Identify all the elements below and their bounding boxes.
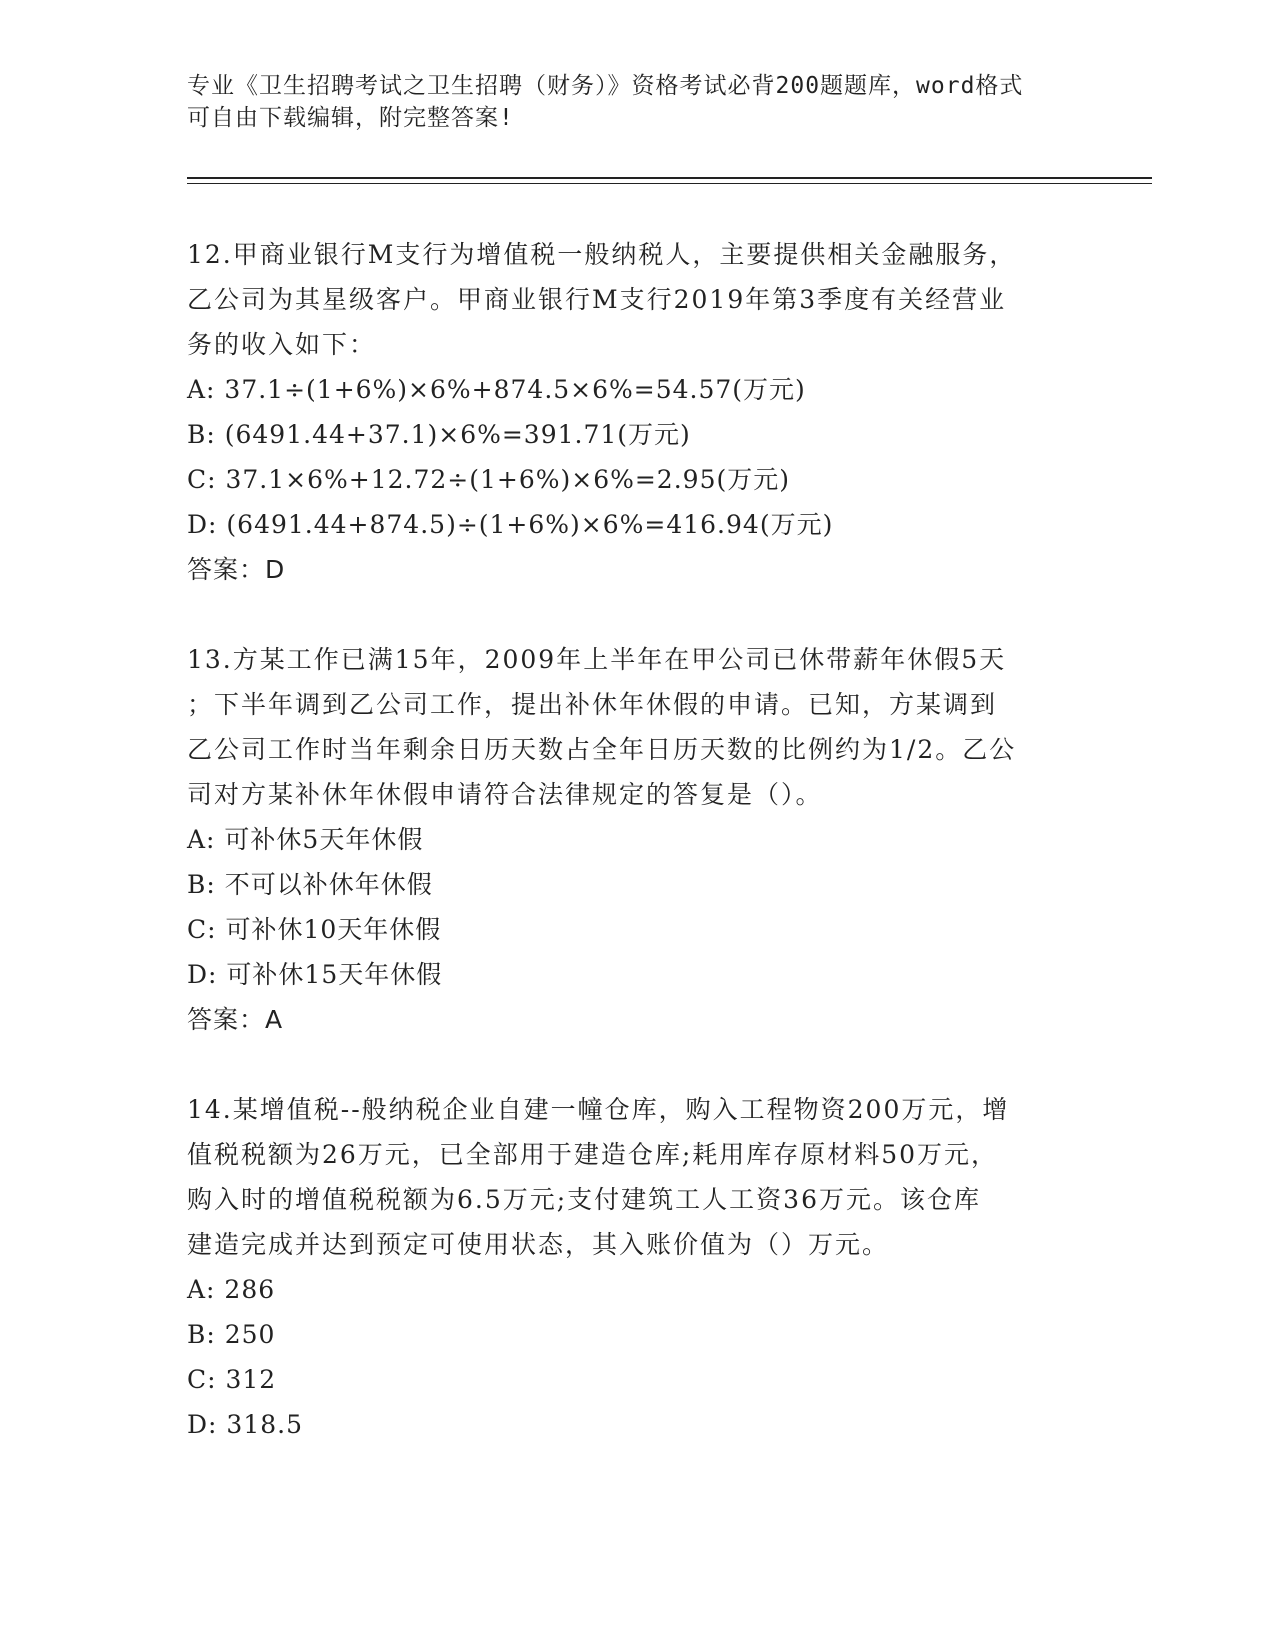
question-text [187, 1087, 1087, 1267]
question-line: 13.方某工作已满15年，2009年上半年在甲公司已休带薪年休假5天 [187, 645, 1007, 674]
question-text [187, 232, 1087, 367]
question-spacer [187, 593, 1087, 637]
question-line: 司对方某补休年休假申请符合法律规定的答复是（）。 [187, 780, 823, 809]
option-b: B: (6491.44+37.1)×6%=391.71(万元) [187, 420, 691, 449]
option-c: C: 可补休10天年休假 [187, 915, 442, 944]
question-line: ；下半年调到乙公司工作，提出补休年休假的申请。已知，方某调到 [187, 690, 998, 719]
option-d: D: 可补休15天年休假 [187, 960, 443, 989]
question-line: 值税税额为26万元，已全部用于建造仓库;耗用库存原材料50万元， [187, 1140, 999, 1169]
question-spacer [187, 1043, 1087, 1087]
option-c: C: 37.1×6%+12.72÷(1+6%)×6%=2.95(万元) [187, 465, 790, 494]
header-divider [187, 177, 1152, 184]
question-line: 12.甲商业银行M支行为增值税一般纳税人，主要提供相关金融服务， [187, 240, 1017, 269]
option-b: B: 不可以补休年休假 [187, 870, 433, 899]
option-d: D: (6491.44+874.5)÷(1+6%)×6%=416.94(万元) [187, 510, 834, 539]
option-b: B: 250 [187, 1320, 276, 1349]
option-d: D: 318.5 [187, 1410, 303, 1439]
question-text [187, 637, 1087, 817]
question-13 [187, 637, 1087, 1043]
answer-line: 答案：A [187, 1005, 284, 1034]
option-a: A: 37.1÷(1+6%)×6%+874.5×6%=54.57(万元) [187, 375, 806, 404]
header-line-1: 专业《卫生招聘考试之卫生招聘（财务）》资格考试必背200题题库，word格式 [187, 73, 1024, 99]
question-line: 务的收入如下： [187, 330, 377, 359]
document-header [187, 70, 1087, 134]
answer-line: 答案：D [187, 555, 286, 584]
question-line: 购入时的增值税税额为6.5万元;支付建筑工人工资36万元。该仓库 [187, 1185, 981, 1214]
option-a: A: 286 [187, 1275, 276, 1304]
question-line: 乙公司为其星级客户。甲商业银行M支行2019年第3季度有关经营业 [187, 285, 1007, 314]
question-12 [187, 232, 1087, 593]
question-line: 14.某增值税--般纳税企业自建一幢仓库，购入工程物资200万元，增 [187, 1095, 1010, 1124]
option-c: C: 312 [187, 1365, 277, 1394]
header-line-2: 可自由下载编辑，附完整答案! [187, 105, 514, 131]
question-line: 乙公司工作时当年剩余日历天数占全年日历天数的比例约为1/2。乙公 [187, 735, 1017, 764]
option-a: A: 可补休5天年休假 [187, 825, 424, 854]
question-14 [187, 1087, 1087, 1447]
question-line: 建造完成并达到预定可使用状态，其入账价值为（）万元。 [187, 1230, 890, 1259]
question-list [187, 232, 1087, 1447]
